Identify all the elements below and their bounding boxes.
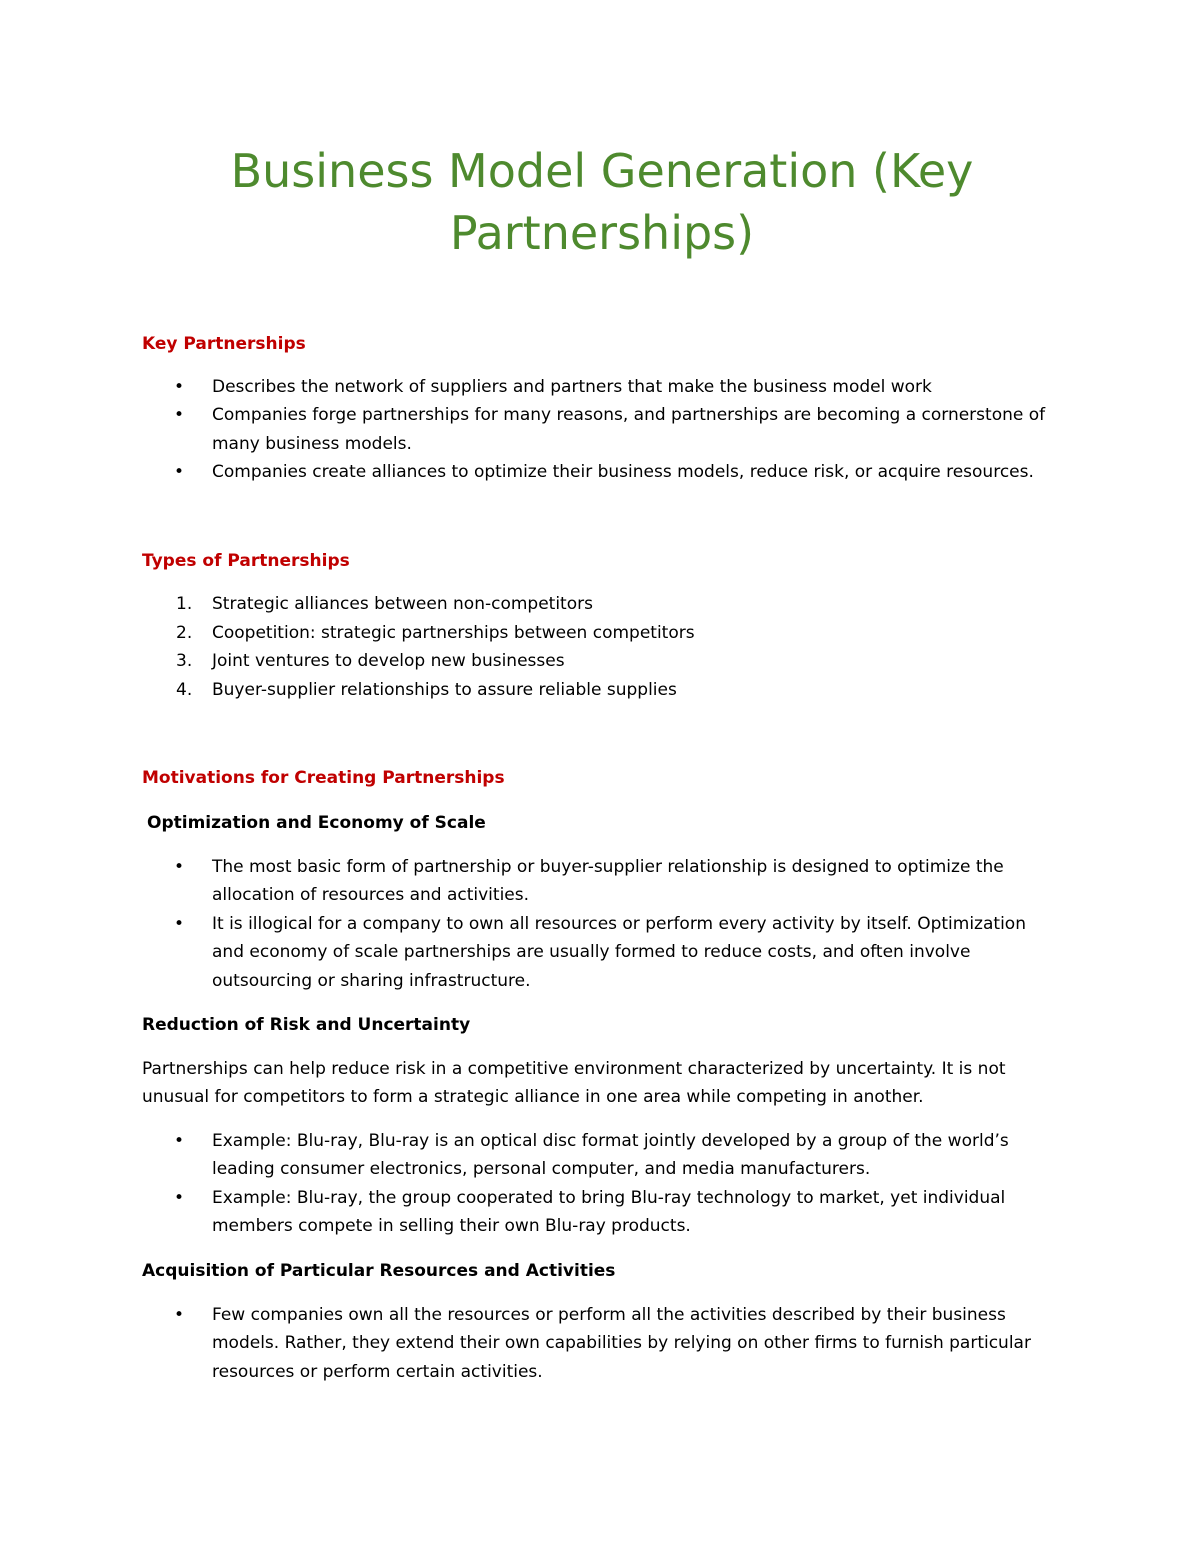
risk-paragraph: Partnerships can help reduce risk in a competitive environment characterized by uncertainty. It is not unusual for competitors to form a strategic alliance in one area while competing in another.	[142, 1059, 1006, 1107]
list-item-text: Companies forge partnerships for many reasons, and partnerships are becoming a cornerstone of many business models.	[212, 405, 1046, 454]
types-list	[142, 590, 1062, 704]
acquisition-list	[142, 1301, 1062, 1386]
list-item-text: Strategic alliances between non-competitors	[212, 594, 593, 614]
list-item-text: Describes the network of suppliers and partners that make the business model work	[212, 377, 932, 397]
list-item-text: Coopetition: strategic partnerships between competitors	[212, 622, 695, 643]
list-item	[142, 458, 1052, 486]
list-item	[142, 910, 1052, 995]
list-item	[142, 1301, 1052, 1386]
key-partnerships-heading: Key Partnerships	[142, 334, 306, 354]
bullet-icon: •	[174, 405, 185, 426]
types-heading: Types of Partnerships	[142, 551, 350, 571]
list-item-text: Buyer-supplier relationships to assure reliable supplies	[212, 679, 677, 700]
bullet-icon: •	[174, 1305, 185, 1325]
list-item-text: Few companies own all the resources or perform all the activities described by their business models. Rather, they extend their own capabilities by relying on other firms to furnish particular resources or perform certain activities.	[212, 1305, 1031, 1382]
motivations-heading: Motivations for Creating Partnerships	[142, 768, 505, 788]
bullet-icon: •	[174, 1187, 185, 1208]
bullet-icon: •	[174, 377, 185, 397]
list-item-text: Example: Blu-ray, the group cooperated to bring Blu-ray technology to market, yet individual members compete in selling their own Blu-ray products.	[212, 1187, 1006, 1237]
list-item	[142, 619, 1052, 648]
risk-list	[142, 1127, 1062, 1241]
optimization-list	[142, 853, 1062, 995]
key-partnerships-list	[142, 373, 1062, 487]
risk-heading: Reduction of Risk and Uncertainty	[142, 1015, 471, 1035]
list-item	[142, 1127, 1052, 1184]
acquisition-heading: Acquisition of Particular Resources and Activities	[142, 1261, 616, 1281]
list-item-text: Joint ventures to develop new businesses	[212, 651, 565, 672]
list-item	[142, 1184, 1052, 1241]
list-item	[142, 676, 1052, 705]
list-number: 4.	[176, 679, 193, 700]
list-item	[142, 373, 1052, 401]
list-item-text: The most basic form of partnership or buyer-supplier relationship is designed to optimize the allocation of resources and activities.	[212, 857, 1004, 906]
bullet-icon: •	[174, 857, 185, 877]
bullet-icon: •	[174, 1131, 185, 1151]
list-item	[142, 647, 1052, 676]
list-item	[142, 853, 1052, 910]
list-number: 2.	[176, 622, 193, 643]
list-item	[142, 590, 1052, 619]
document-title: Business Model Generation (Key Partnerships)	[230, 144, 974, 260]
bullet-icon: •	[174, 462, 185, 483]
list-item-text: It is illogical for a company to own all resources or perform every activity by itself. Optimization and economy of scale partnerships are usually formed to reduce costs, and often involve outsourcing or sharing infrastructure.	[212, 913, 1026, 991]
list-item-text: Example: Blu-ray, Blu-ray is an optical disc format jointly developed by a group of the world’s leading consumer electronics, personal computer, and media manufacturers.	[212, 1131, 1009, 1180]
bullet-icon: •	[174, 913, 185, 934]
list-item-text: Companies create alliances to optimize their business models, reduce risk, or acquire resources.	[212, 462, 1034, 483]
list-number: 3.	[176, 651, 193, 672]
list-number: 1.	[176, 594, 193, 614]
list-item	[142, 401, 1052, 458]
optimization-heading: Optimization and Economy of Scale	[147, 813, 486, 833]
